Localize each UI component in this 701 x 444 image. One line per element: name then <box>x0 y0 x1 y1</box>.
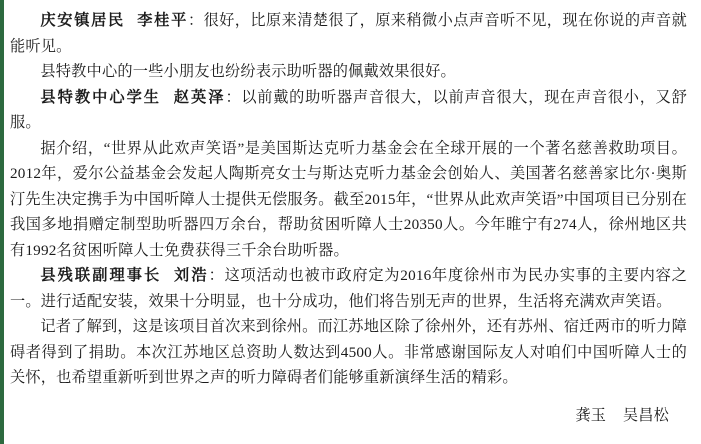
author-name-2: 吴昌松 <box>622 406 669 424</box>
speaker-role: 庆安镇居民 <box>40 12 125 29</box>
paragraph-text: ：很好，比原来清楚很了，原来稍微小点声音听不见，现在你说的声音就能听见。 <box>10 12 688 55</box>
speaker-name: 赵英泽 <box>173 88 226 106</box>
paragraph-text: ：这项活动也被市政府定为2016年度徐州市为民办实事的主要内容之一。进行适配安装，效果十分明显，也十分成功，他们将告别无声的世界，生活将充满欢声笑语。 <box>10 267 688 310</box>
author-name-1: 龚玉 <box>575 406 607 424</box>
signature-line <box>10 403 687 429</box>
paragraph-text: 记者了解到，这是该项目首次来到徐州。而江苏地区除了徐州外，还有苏州、宿迁两市的听力障碍者得到了捐助。本次江苏地区总资助人数达到4500人。非常感谢国际友人对咱们中国听障人士的关怀，也希望重新听到世界之声的听力障碍者们能够重新演绎生活的精彩。 <box>10 318 687 386</box>
article-body <box>10 8 687 428</box>
paragraph-text: 据介绍，“世界从此欢声笑语”是美国斯达克听力基金会在全球开展的一个著名慈善救助项目。2012年，爱尔公益基金会发起人陶斯亮女士与斯达克听力基金会创始人、美国著名慈善家比尔·奥斯汀先生决定携手为中国听障人士提供无偿服务。截至2015年，“世界从此欢声笑语”中国项目已分别在我国多地捐赠定制型助听器四万余台，帮助贫困听障人士20350人。今年睢宁有274人，徐州地区共有1992名贫困听障人士免费获得三千余台助听器。 <box>10 139 687 259</box>
paragraph <box>10 136 687 264</box>
paragraph-text: ：以前戴的助听器声音很大，以前声音很大，现在声音很小，又舒服。 <box>10 88 687 131</box>
paragraph <box>10 263 687 314</box>
paragraph <box>10 59 687 85</box>
paragraph <box>10 8 687 59</box>
speaker-role: 县特教中心学生 <box>40 88 162 106</box>
left-accent-rule <box>0 0 4 444</box>
paragraph-text: 县特教中心的一些小朋友也纷纷表示助听器的佩戴效果很好。 <box>40 63 456 80</box>
paragraph <box>10 314 687 391</box>
paragraph <box>10 85 687 136</box>
speaker-name: 刘浩 <box>173 267 209 284</box>
speaker-name: 李桂平 <box>137 12 188 29</box>
speaker-role: 县残联副理事长 <box>40 267 162 284</box>
